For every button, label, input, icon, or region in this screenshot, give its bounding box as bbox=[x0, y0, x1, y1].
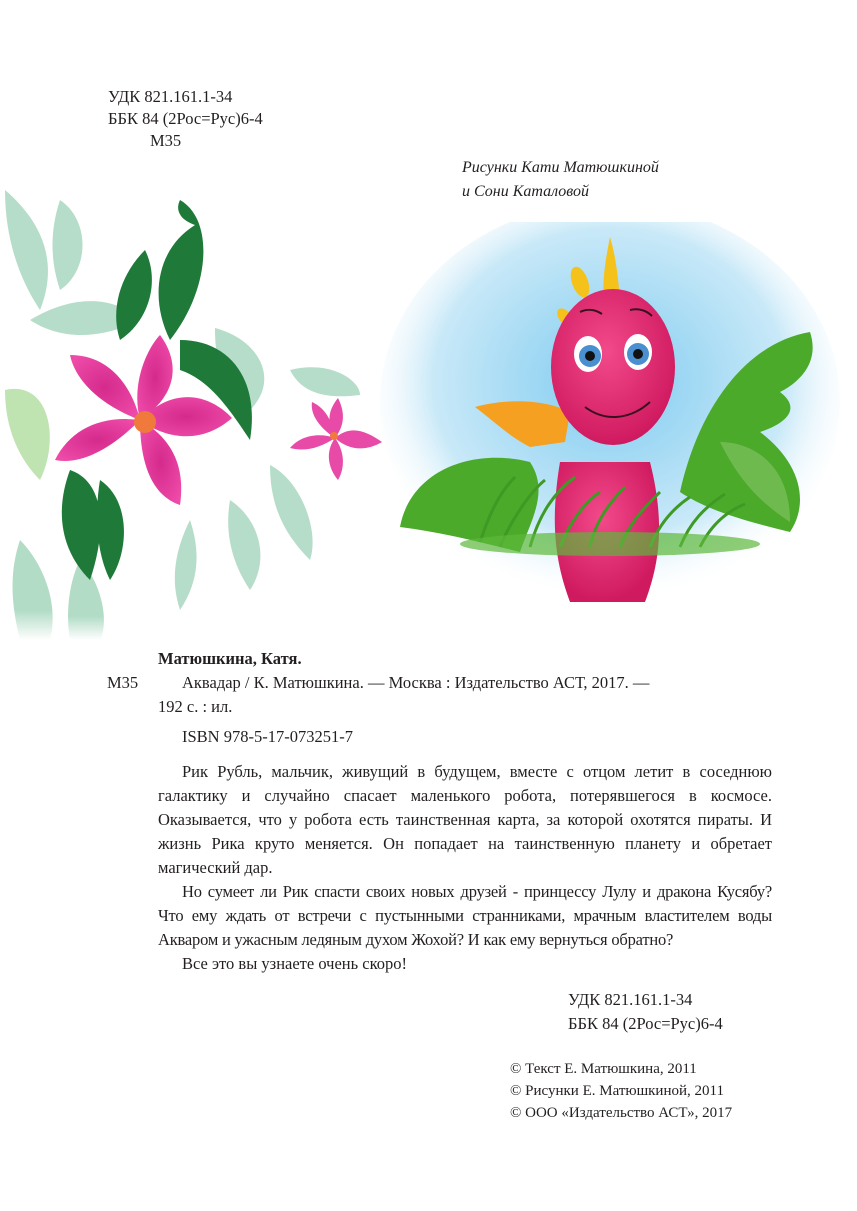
annotation-paragraph: Все это вы узнаете очень скоро! bbox=[182, 954, 408, 973]
flowers-icon bbox=[0, 180, 400, 640]
copyright-illustrations: © Рисунки Е. Матюшкиной, 2011 bbox=[510, 1083, 724, 1099]
udk-code-footer: УДК 821.161.1-34 bbox=[568, 990, 693, 1009]
credits-line-2: и Сони Каталовой bbox=[462, 183, 589, 200]
pink-dragon-illustration bbox=[380, 222, 840, 642]
bibliographic-title-line: Аквадар / К. Матюшкина. — Москва : Издательство АСТ, 2017. — bbox=[182, 673, 650, 692]
annotation-paragraph: Рик Рубль, мальчик, живущий в будущем, вместе с отцом летит в соседнюю галактику и случайно спасает маленького робота, потерявшегося в космосе. Оказывается, что у робота есть таинственная карта, за которой охотятся пираты. И жизнь Рика круто меняется. Он попадает на таинственную планету и обретает магический дар. bbox=[158, 762, 772, 877]
illustration-credits bbox=[462, 156, 659, 204]
udk-code: УДК 821.161.1-34 bbox=[108, 87, 233, 106]
dragon-icon bbox=[380, 222, 840, 642]
isbn: ISBN 978-5-17-073251-7 bbox=[182, 727, 353, 746]
copyright-block bbox=[510, 1058, 732, 1124]
classification-header bbox=[108, 86, 263, 152]
classification-footer bbox=[568, 988, 723, 1036]
author-mark: М35 bbox=[150, 131, 182, 150]
bibliographic-extent: 192 с. : ил. bbox=[158, 697, 233, 716]
annotation bbox=[158, 760, 772, 976]
author-heading: Матюшкина, Катя. bbox=[158, 649, 302, 668]
bbk-code-footer: ББК 84 (2Рос=Рус)6-4 bbox=[568, 1014, 723, 1033]
author-mark-side: М35 bbox=[107, 673, 139, 692]
annotation-paragraph: Но сумеет ли Рик спасти своих новых друзей - принцессу Лулу и дракона Кусябу? Что ему ждать от встречи с пустынными странниками, мрачным властителем воды Акваром и ужасным ледяным духом Жохой? И как ему вернуться обратно? bbox=[158, 882, 772, 949]
copyright-text: © Текст Е. Матюшкина, 2011 bbox=[510, 1061, 697, 1077]
credits-line-1: Рисунки Кати Матюшкиной bbox=[462, 159, 659, 176]
bbk-code: ББК 84 (2Рос=Рус)6-4 bbox=[108, 109, 263, 128]
pink-flowers-illustration bbox=[0, 180, 400, 640]
copyright-publisher: © ООО «Издательство АСТ», 2017 bbox=[510, 1105, 733, 1121]
